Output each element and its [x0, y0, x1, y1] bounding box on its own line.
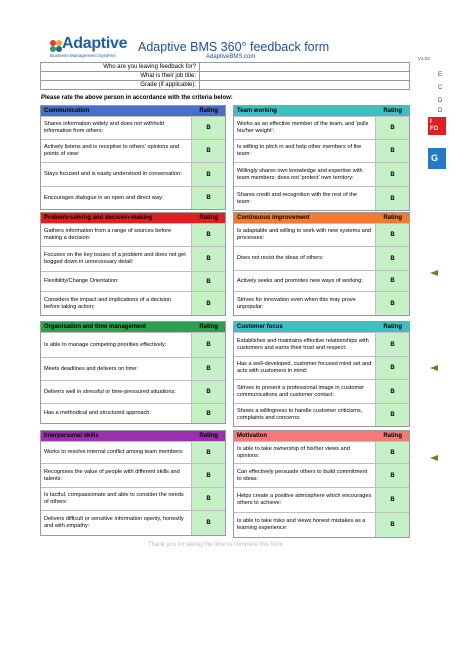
section-header [234, 213, 409, 223]
rating-select[interactable]: B [191, 292, 225, 315]
rating-select[interactable]: B [375, 163, 409, 186]
rating-column-header: Rating [199, 433, 218, 439]
page-title: Adaptive BMS 360° feedback form [138, 40, 330, 54]
criterion-text: Helps create a positive atmosphere which encourages others to achieve: [237, 493, 372, 506]
rating-select[interactable]: B [191, 140, 225, 162]
rating-select[interactable]: B [191, 358, 225, 380]
rating-select[interactable]: B [191, 272, 225, 291]
criterion-text: Meets deadlines and delivers on time: [44, 365, 138, 372]
rating-select[interactable]: B [375, 271, 409, 291]
rating-select[interactable]: B [375, 247, 409, 270]
info-row [41, 81, 410, 90]
section-header [41, 213, 225, 223]
instructions: Please rate the above person in accordance with the criteria below: [41, 95, 233, 101]
side-arrow-icon [430, 270, 438, 276]
criterion-text: Shares information widely and does not withhold information from others: [44, 121, 165, 134]
rating-select[interactable]: B [375, 224, 409, 246]
criterion-row [41, 403, 225, 423]
rating-select[interactable]: B [191, 404, 225, 423]
criterion-text: Shares credit and recognition with the rest of the team: [237, 191, 358, 205]
criterion-row [41, 139, 225, 162]
criterion-text: Delivers difficult or sensitive information openly, honestly and with empathy: [44, 516, 184, 529]
rating-select[interactable]: B [191, 163, 225, 186]
section-team-working [233, 105, 410, 211]
criterion-row [41, 380, 225, 403]
criterion-text: Is able to manage competing priorities effectively: [44, 341, 167, 348]
section-header [234, 106, 409, 116]
criterion-text: Is willing to pitch in and help other members of the team: [237, 144, 362, 157]
criterion-text: Works as an effective member of the team, and 'pulls his/her weight': [237, 121, 369, 134]
criterion-text: Works to resolve internal conflict among team members: [44, 449, 184, 455]
section-title: Customer focus [237, 324, 283, 330]
criterion-row [234, 512, 409, 537]
criterion-row [234, 291, 409, 315]
side-letter: E [438, 72, 443, 78]
section-title: Continuous improvement [237, 215, 310, 221]
section-header [234, 322, 409, 332]
rating-select[interactable]: B [191, 511, 225, 535]
criterion-row [234, 379, 409, 403]
rating-column-header: Rating [199, 108, 218, 114]
criterion-text: Recognises the value of people with different skills and talents: [44, 468, 180, 482]
criterion-row [41, 246, 225, 271]
criterion-row [234, 403, 409, 426]
section-header [41, 431, 225, 441]
section-title: Communication [44, 108, 90, 114]
side-arrow-icon [430, 455, 438, 461]
section-title: Problem-solving and decision-making [44, 215, 153, 221]
section-title: Team working [237, 108, 277, 114]
criterion-text: Stays focused and is easily understood in conversation: [44, 171, 182, 177]
criterion-row [234, 139, 409, 162]
section-communication [40, 105, 226, 210]
criterion-row [234, 463, 409, 487]
criterion-row [41, 487, 225, 510]
info-row [41, 72, 410, 81]
rating-column-header: Rating [383, 324, 402, 330]
criterion-row [234, 441, 409, 463]
criterion-row [234, 186, 409, 210]
criterion-row [41, 463, 225, 487]
rating-select[interactable]: B [191, 381, 225, 403]
version-label: V1.03 [418, 56, 430, 61]
criterion-text: Considers the impact and implications of a decision before taking action: [44, 296, 172, 310]
rating-select[interactable]: B [375, 140, 409, 162]
criterion-text: Actively listens and is receptive to others' opinions and points of view: [44, 144, 180, 157]
criterion-row [41, 116, 225, 139]
side-arrow-icon [430, 365, 438, 371]
criterion-text: Encourages dialogue in an open and direct way: [44, 194, 164, 201]
criterion-row [234, 332, 409, 356]
section-header [41, 322, 225, 332]
criterion-row [41, 162, 225, 186]
rating-select[interactable]: B [375, 187, 409, 210]
rating-select[interactable]: B [375, 117, 409, 139]
criterion-text: Strives to present a professional image in customer communications and customer contact: [237, 384, 365, 398]
side-blue-button[interactable] [428, 148, 446, 169]
criterion-row [234, 162, 409, 186]
criterion-row [234, 223, 409, 246]
rating-select[interactable]: B [191, 117, 225, 139]
section-problem-solving-and-decision-making [40, 212, 226, 316]
rating-select[interactable]: B [191, 224, 225, 246]
criterion-text: Has a well-developed, customer focused mind set and acts with customers in mind: [237, 361, 372, 374]
grade-input[interactable] [200, 81, 410, 90]
criterion-text: Is able to take risks and views honest mistakes as a learning experience: [237, 518, 366, 531]
criterion-row [41, 223, 225, 246]
criterion-text: Is tactful, compassionate and able to consider the needs of others: [44, 492, 184, 505]
rating-select[interactable]: B [375, 442, 409, 463]
criterion-row [234, 270, 409, 291]
respondent-info-table [40, 62, 410, 90]
criterion-text: Gathers information from a range of sources before making a decision: [44, 228, 172, 241]
section-organisation-and-time-management [40, 321, 226, 424]
section-interpersonal-skills [40, 430, 226, 536]
section-header [41, 106, 225, 116]
criterion-text: Is able to take ownership of his/her views and opinions: [237, 445, 350, 459]
criterion-text: Has a methodical and structured approach: [44, 410, 151, 416]
criterion-row [234, 116, 409, 139]
section-title: Motivation [237, 433, 267, 439]
criterion-text: Focuses on the key issues of a problem and does not get bogged down in unnecessary detail: [44, 252, 186, 265]
section-title: Organisation and time management [44, 324, 147, 330]
criterion-row [41, 332, 225, 357]
info-row [41, 63, 410, 72]
criterion-text: Shows a willingness to handle customer criticisms, complaints and concerns: [237, 408, 363, 421]
rating-column-header: Rating [199, 324, 218, 330]
criterion-text: Does not resist the ideas of others: [237, 255, 324, 261]
section-continuous-improvement [233, 212, 410, 316]
criterion-text: Delivers well in stressful or time-pressured situations: [44, 388, 176, 395]
criterion-text: Establishes and maintains effective relationships with customers and earns their trust and respect: [237, 337, 369, 351]
rating-select[interactable]: B [375, 380, 409, 403]
criterion-row [41, 510, 225, 535]
criterion-row [41, 441, 225, 463]
rating-select[interactable]: B [375, 488, 409, 512]
rating-select[interactable]: B [191, 333, 225, 357]
logo-subtitle: Business Management Systems [50, 53, 116, 58]
criterion-text: Willingly shares own knowledge and expertise with team members; does not 'protect' own territory: [237, 167, 363, 181]
criterion-text: Is adaptable and willing to work with new systems and processes: [237, 228, 372, 241]
rating-select[interactable]: B [191, 488, 225, 510]
rating-select[interactable]: B [375, 333, 409, 356]
info-label: Grade (if applicable): [41, 81, 200, 90]
rating-select[interactable]: B [375, 404, 409, 426]
logo-wordmark: Adaptive [62, 35, 128, 52]
rating-select[interactable]: B [375, 464, 409, 487]
section-motivation [233, 430, 410, 538]
side-letter: C [438, 85, 443, 91]
rating-select[interactable]: B [375, 292, 409, 315]
criterion-text: Can effectively persuade others to build commitment to ideas: [237, 468, 368, 482]
section-customer-focus [233, 321, 410, 427]
side-red-label: I FO [430, 119, 439, 132]
criterion-text: Actively seeks and promotes new ways of working: [237, 277, 363, 284]
criterion-row [234, 487, 409, 512]
site-link[interactable]: AdaptiveBMS.com [206, 54, 256, 60]
adaptive-logo [48, 36, 140, 60]
footer-note: Thank you for taking the time to complete this form [148, 542, 283, 548]
rating-select[interactable]: B [191, 187, 225, 209]
rating-column-header: Rating [383, 215, 402, 221]
job-title-input[interactable] [200, 72, 410, 81]
rating-select[interactable]: B [375, 357, 409, 379]
side-red-button[interactable] [428, 117, 446, 135]
side-letter: D [438, 108, 443, 114]
criterion-row [234, 246, 409, 270]
info-label: Who are you leaving feedback for? [41, 63, 200, 72]
rating-column-header: Rating [199, 215, 218, 221]
criterion-row [41, 186, 225, 209]
criterion-text: Strives for innovation even when this may prove unpopular: [237, 296, 356, 310]
rating-select[interactable]: B [191, 442, 225, 463]
criterion-row [41, 291, 225, 315]
criterion-row [41, 357, 225, 380]
section-header [234, 431, 409, 441]
rating-column-header: Rating [383, 433, 402, 439]
side-letter: D [438, 98, 443, 104]
criterion-text: Flexibility/Change Orientation: [44, 278, 119, 284]
side-blue-label: G [431, 153, 439, 163]
rating-select[interactable]: B [191, 464, 225, 487]
rating-select[interactable]: B [375, 513, 409, 537]
feedback-for-input[interactable] [200, 63, 410, 72]
rating-column-header: Rating [383, 108, 402, 114]
rating-select[interactable]: B [191, 247, 225, 271]
criterion-row [41, 271, 225, 291]
criterion-row [234, 356, 409, 379]
info-label: What is their job title: [41, 72, 200, 81]
section-title: Interpersonal skills [44, 433, 99, 439]
